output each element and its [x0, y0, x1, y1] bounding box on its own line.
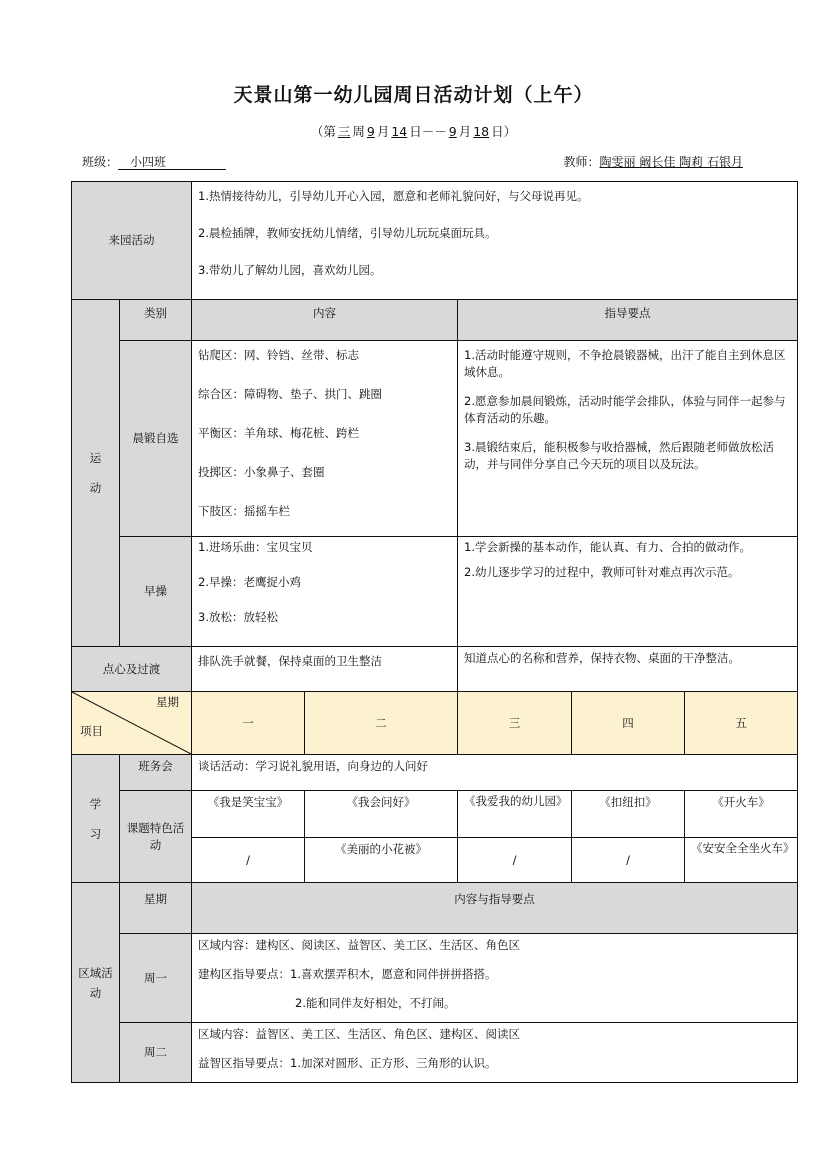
tuesday-label: 周二 — [120, 1023, 192, 1083]
week-range: （第 三 周 9 月 14 日－－ 9 月 18 日） — [310, 124, 517, 139]
class-meeting-content: 谈话活动：学习说礼貌用语，向身边的人问好 — [192, 755, 798, 791]
feature-activity-cell: 《我是笑宝宝》 — [192, 791, 305, 838]
arrival-item: 3.带幼儿了解幼儿园，喜欢幼儿园。 — [198, 263, 382, 277]
teacher-info: 教师：陶雯丽 阚长佳 陶莉 石银月 — [563, 155, 743, 169]
feature-activity-cell: 《我会问好》 — [305, 791, 458, 838]
class-info: 班级： 小四班 — [82, 153, 226, 170]
monday-content: 区域内容：建构区、阅读区、益智区、美工区、生活区、角色区 建构区指导要点：1.喜欢摆弄积木，愿意和同伴拼拼搭搭。 2.能和同伴友好相处，不打闹。 — [192, 934, 798, 1023]
feature-activity-cell: / — [572, 838, 685, 883]
area-activity-label: 区域活动 — [72, 883, 120, 1083]
monday-label: 周一 — [120, 934, 192, 1023]
project-header-label: 项目 — [80, 724, 103, 738]
page-title: 天景山第一幼儿园周日活动计划（上午） — [233, 84, 594, 106]
feature-activity-cell: 《扣纽扣》 — [572, 791, 685, 838]
arrival-item: 1.热情接待幼儿，引导幼儿开心入园，愿意和老师礼貌问好，与父母说再见。 — [198, 189, 589, 203]
day-header: 五 — [685, 692, 798, 755]
area-day-header: 星期 — [120, 883, 192, 934]
feature-activity-cell: / — [458, 838, 572, 883]
feature-activity-cell: 《美丽的小花被》 — [305, 838, 458, 883]
week-header-label: 星期 — [156, 695, 179, 709]
feature-activity-label: 课题特色活动 — [120, 791, 192, 883]
content-header: 内容 — [192, 300, 458, 341]
day-header: 二 — [305, 692, 458, 755]
class-meeting-label: 班务会 — [120, 755, 192, 791]
arrival-content — [192, 182, 798, 300]
snack-label: 点心及过渡 — [72, 647, 192, 692]
morning-drill-label: 早操 — [120, 537, 192, 647]
snack-content: 排队洗手就餐，保持桌面的卫生整洁 — [192, 647, 458, 692]
snack-guide: 知道点心的名称和营养，保持衣物、桌面的干净整洁。 — [458, 647, 798, 692]
area-content-header: 内容与指导要点 — [192, 883, 798, 934]
arrival-item: 2.晨检插牌，教师安抚幼儿情绪，引导幼儿玩玩桌面玩具。 — [198, 226, 497, 240]
type-header: 类别 — [120, 300, 192, 341]
morning-exercise-label: 晨锻自选 — [120, 341, 192, 537]
tuesday-content: 区域内容：益智区、美工区、生活区、角色区、建构区、阅读区 益智区指导要点：1.加深对圆形、正方形、三角形的认识。 — [192, 1023, 798, 1083]
day-header: 三 — [458, 692, 572, 755]
feature-activity-cell: 《开火车》 — [685, 791, 798, 838]
guide-header: 指导要点 — [458, 300, 798, 341]
week-project-header — [72, 692, 192, 755]
sport-label: 运 动 — [72, 300, 120, 647]
feature-activity-cell: / — [192, 838, 305, 883]
class-name: 小四班 — [118, 155, 226, 170]
week-number: 三 — [337, 124, 351, 139]
feature-activity-cell: 《我爱我的幼儿园》 — [458, 791, 572, 838]
morning-exercise-guide: 1.活动时能遵守规则，不争抢晨锻器械，出汗了能自主到休息区域休息。 2.愿意参加晨间锻炼，活动时能学会排队，体验与同伴一起参与体育活动的乐趣。 3.晨锻结束后，能积极参与收拾器械，然后跟随老师做放松活动，并与同伴分享自己今天玩的项目以及玩法。 — [458, 341, 798, 537]
study-label: 学 习 — [72, 755, 120, 883]
morning-exercise-content: 钻爬区：网、铃铛、丝带、标志 综合区：障碍物、垫子、拱门、跳圈 平衡区：羊角球、梅花桩、跨栏 投掷区：小象鼻子、套圈 下肢区：摇摇车栏 — [192, 341, 458, 537]
activity-plan-table — [71, 181, 798, 1083]
feature-activity-cell: 《安安全全坐火车》 — [685, 838, 798, 883]
morning-drill-guide: 1.学会新操的基本动作，能认真、有力、合拍的做动作。 2.幼儿逐步学习的过程中，教师可针对难点再次示范。 — [458, 537, 798, 647]
morning-drill-content: 1.进场乐曲：宝贝宝贝 2.早操：老鹰捉小鸡 3.放松：放轻松 — [192, 537, 458, 647]
day-header: 四 — [572, 692, 685, 755]
arrival-label: 来园活动 — [72, 182, 192, 300]
teacher-names: 陶雯丽 阚长佳 陶莉 石银月 — [599, 155, 743, 169]
day-header: 一 — [192, 692, 305, 755]
